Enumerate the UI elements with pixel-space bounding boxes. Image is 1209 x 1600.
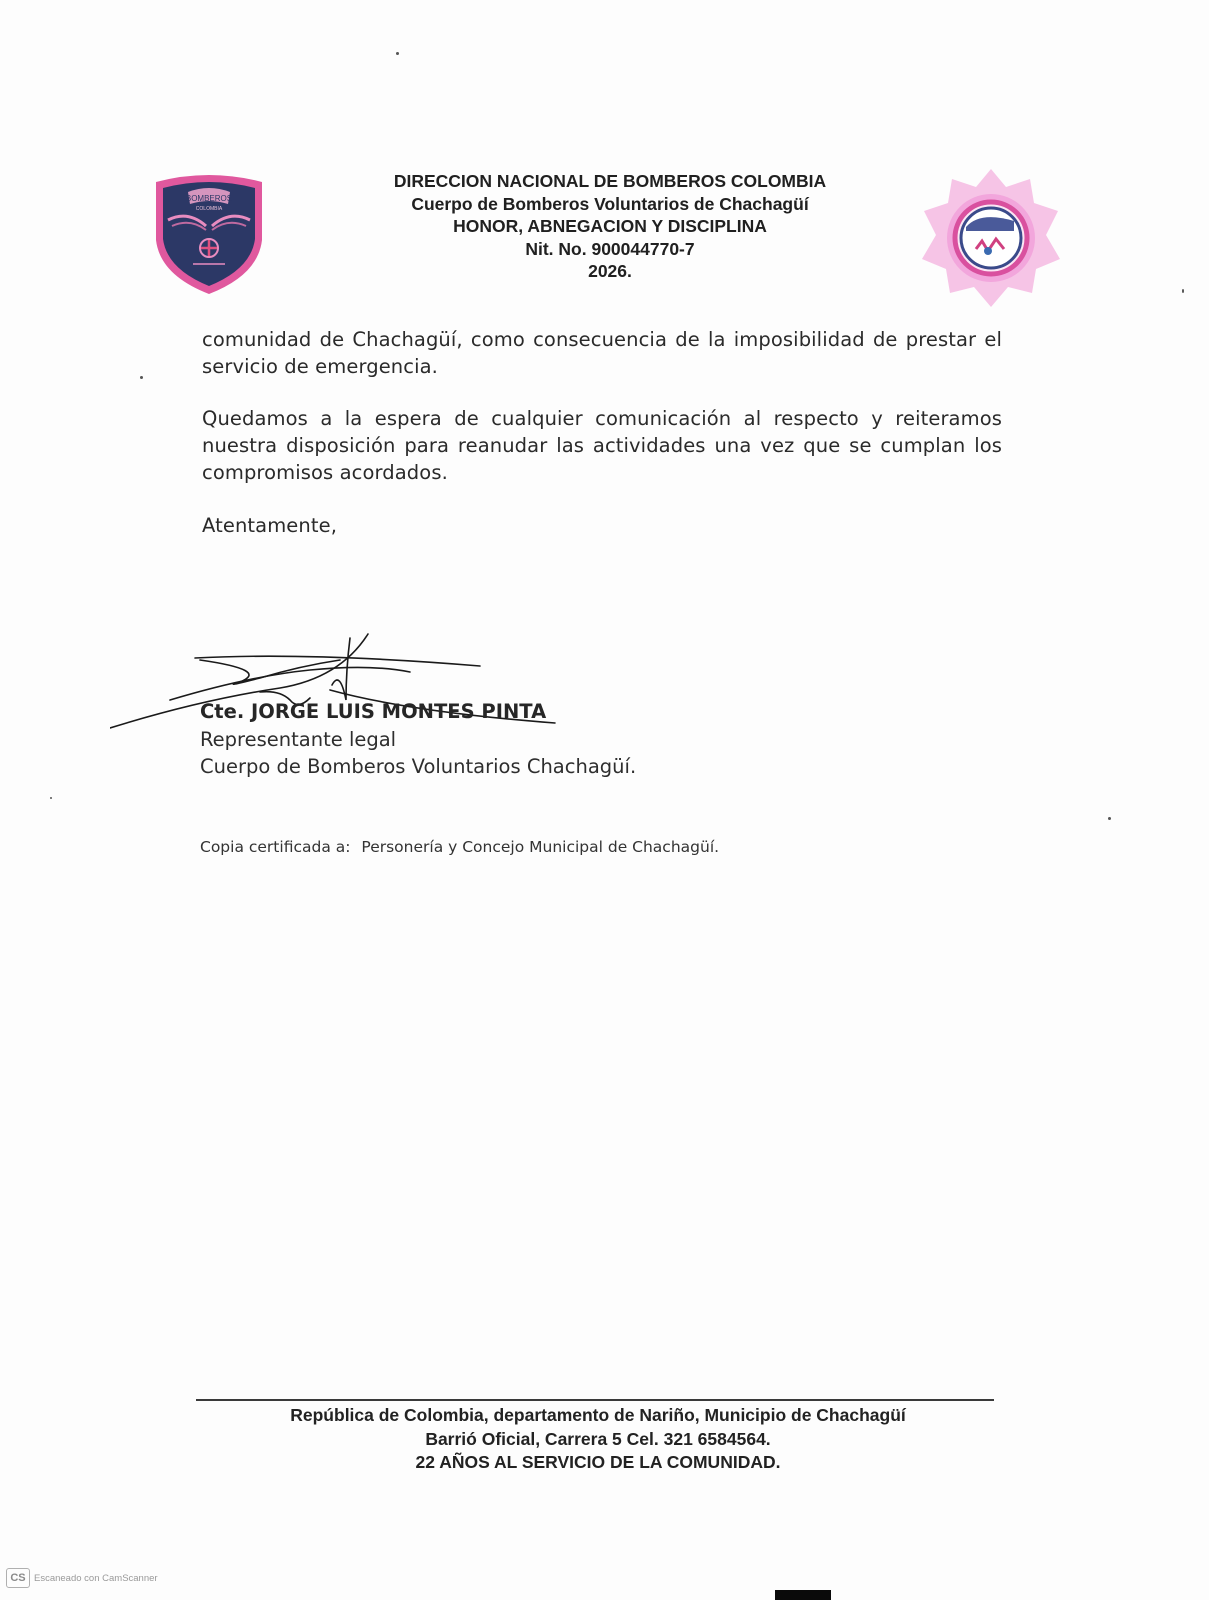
closing-salutation: Atentamente, — [202, 514, 337, 537]
letterhead-year: 2026. — [588, 261, 632, 281]
bomberos-shield-logo — [148, 170, 270, 298]
footer-line-3: 22 AÑOS AL SERVICIO DE LA COMUNIDAD. — [415, 1452, 781, 1472]
certified-copy-line — [200, 838, 719, 856]
letterhead-nit: Nit. No. 900044770-7 — [525, 238, 695, 259]
scan-speck — [396, 52, 399, 55]
scanner-watermark-text: Escaneado con CamScanner — [34, 1572, 158, 1584]
logo-left-subtitle: COLOMBIA — [195, 206, 223, 212]
scan-edge-mark — [775, 1590, 831, 1600]
signatory-name: Cte. JORGE LUIS MONTES PINTA — [200, 700, 547, 723]
footer-line-1: República de Colombia, departamento de Nariño, Municipio de Chachagüí — [290, 1405, 906, 1425]
scan-speck — [1182, 289, 1184, 293]
body-paragraph-2: Quedamos a la espera de cualquier comunicación al respecto y reiteramos nuestra disposición para reanudar las actividades una vez que se cumplan los compromisos acordados. — [202, 407, 1002, 484]
footer-line-2: Barrió Oficial, Carrera 5 Cel. 321 6584564. — [425, 1428, 771, 1449]
body-paragraph-1: comunidad de Chachagüí, como consecuencia de la imposibilidad de prestar el servicio de emergencia. — [202, 328, 1002, 378]
footer — [200, 1404, 996, 1475]
certified-copy-label: Copia certificada a: — [200, 838, 351, 856]
fire-department-badge-logo — [918, 165, 1064, 311]
signatory-role: Representante legal — [200, 728, 397, 751]
certified-copy-recipients: Personería y Concejo Municipal de Chachagüí. — [361, 838, 720, 856]
letterhead-line-1: DIRECCION NACIONAL DE BOMBEROS COLOMBIA — [393, 171, 827, 191]
scan-speck — [140, 376, 143, 379]
scan-speck — [50, 797, 52, 799]
letterhead — [330, 170, 890, 283]
letterhead-line-2: Cuerpo de Bomberos Voluntarios de Chachagüí — [411, 193, 809, 214]
letterhead-line-3: HONOR, ABNEGACION Y DISCIPLINA — [453, 216, 767, 236]
footer-divider — [196, 1399, 994, 1401]
scan-speck — [1108, 817, 1111, 820]
scanner-watermark — [6, 1568, 158, 1588]
camscanner-icon: CS — [6, 1568, 30, 1588]
logo-left-title: BOMBEROS — [185, 194, 233, 203]
signatory-organization: Cuerpo de Bomberos Voluntarios Chachagüí. — [200, 755, 637, 778]
